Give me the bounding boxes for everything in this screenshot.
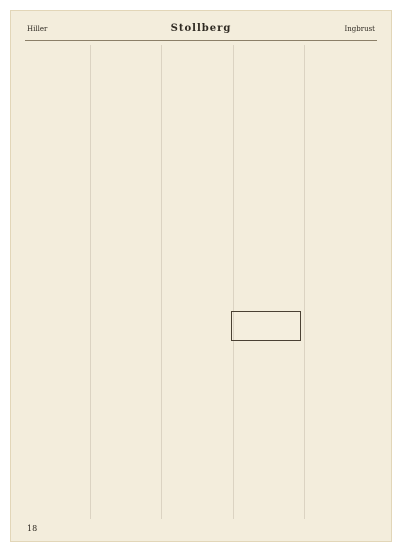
page-header — [25, 23, 377, 37]
header-left-text: Hiller — [27, 25, 48, 33]
directory-columns — [25, 45, 377, 519]
directory-column-3 — [168, 45, 234, 519]
directory-column-4 — [240, 45, 306, 519]
header-divider — [25, 40, 377, 41]
page-number: 18 — [27, 524, 38, 533]
directory-column-2 — [97, 45, 163, 519]
header-center-title: Stollberg — [170, 23, 232, 34]
inset-box — [231, 311, 301, 341]
paper-sheet — [10, 10, 392, 542]
header-right-text: Ingbrust — [344, 25, 375, 33]
directory-column-5 — [311, 45, 377, 519]
directory-column-1 — [25, 45, 91, 519]
